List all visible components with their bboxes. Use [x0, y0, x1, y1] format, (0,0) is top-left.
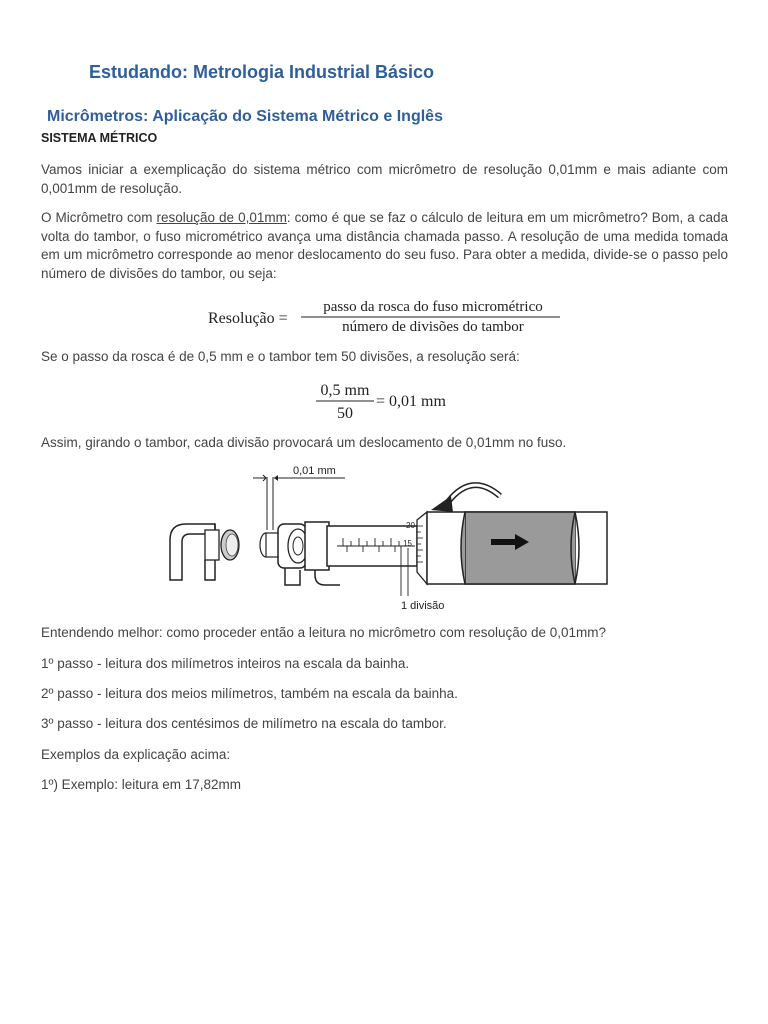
formula-lhs: Resolução = — [208, 310, 288, 327]
step-item: 1º passo - leitura dos milímetros inteiros na escala da bainha. — [41, 656, 410, 671]
paragraph-text: O Micrômetro com — [41, 210, 157, 225]
explanation-paragraph — [41, 209, 728, 283]
step-item: 2º passo - leitura dos meios milímetros, também na escala da bainha. — [41, 686, 458, 701]
article-subtitle: Micrômetros: Aplicação do Sistema Métrico e Inglês — [47, 108, 443, 125]
underlined-term: resolução de 0,01mm — [156, 210, 287, 225]
formula-numerator: passo da rosca do fuso micrométrico — [323, 299, 543, 315]
paragraph-text: : como é que se faz o cálculo de leitura em um micrômetro? Bom, a cada volta do tambor, o fuso micrométrico avança uma distância chamada passo. A resolução de uma medida tomada em um micrômetro corresponde ao menor deslocamento do seu fuso. Para obter a medida, divide-se o passo pelo número de divisões do tambor, ou seja: — [41, 210, 729, 281]
example-item: 1º) Exemplo: leitura em 17,82mm — [41, 777, 242, 792]
step-item: 3º passo - leitura dos centésimos de milímetro na escala do tambor. — [41, 716, 447, 731]
scale-number: 15 — [403, 539, 412, 548]
formula-result: = 0,01 mm — [376, 393, 446, 410]
formula-denominator: 50 — [337, 405, 353, 422]
scale-number: 20 — [406, 521, 415, 530]
formula-denominator: número de divisões do tambor — [342, 319, 524, 335]
paragraph-text: Se o passo da rosca é de 0,5 mm e o tambor tem 50 divisões, a resolução será: — [41, 349, 520, 364]
dimension-label: 0,01 mm — [293, 465, 336, 477]
section-heading: SISTEMA MÉTRICO — [41, 131, 158, 145]
rotation-arrowhead — [431, 496, 453, 512]
division-label: 1 divisão — [401, 600, 445, 612]
page-title: Estudando: Metrologia Industrial Básico — [89, 62, 435, 82]
intro-paragraph: Vamos iniciar a exemplicação do sistema métrico com micrômetro de resolução 0,01mm e mais adiante com 0,001mm de resolução. — [41, 162, 728, 196]
paragraph-text: Assim, girando o tambor, cada divisão provocará um deslocamento de 0,01mm no fuso. — [41, 435, 567, 450]
calculation-formula — [310, 376, 470, 424]
resolution-formula — [200, 292, 570, 338]
paragraph-text: Exemplos da explicação acima: — [41, 747, 231, 762]
paragraph-text: Entendendo melhor: como proceder então a leitura no micrômetro com resolução de 0,01mm? — [41, 625, 607, 640]
formula-numerator: 0,5 mm — [320, 382, 370, 399]
micrometer-illustration — [165, 460, 610, 616]
